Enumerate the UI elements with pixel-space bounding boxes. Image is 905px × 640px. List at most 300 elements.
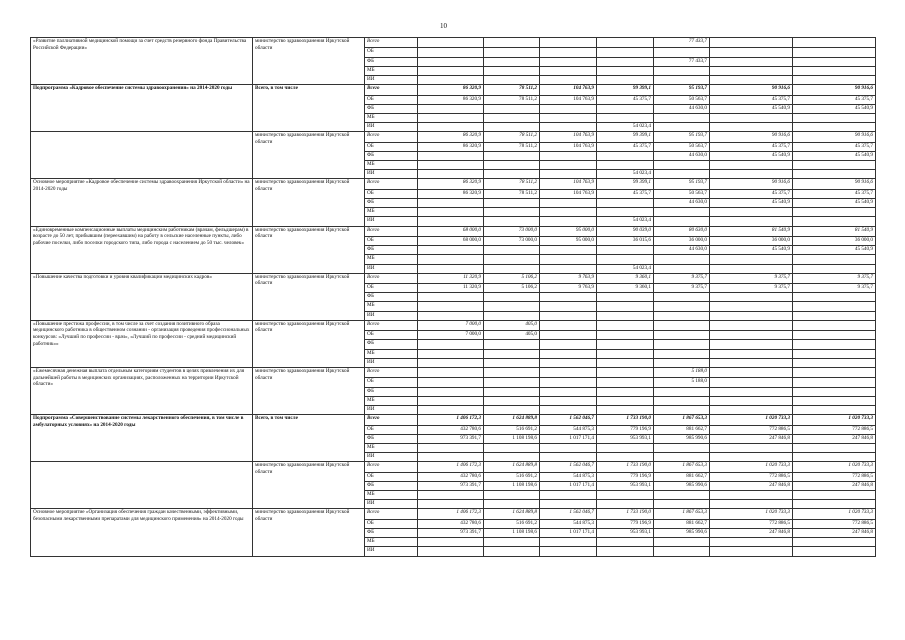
year-value-cell [540,255,597,264]
year-value-cell: 50 563,7 [654,95,710,104]
responsible-cell: министерство здравоохранения Иркутской области [253,320,365,367]
year-value-cell: 1 020 733,3 [793,415,876,425]
funding-type-cell: ФБ [365,387,418,396]
year-value-cell [418,208,484,217]
year-value-cell [710,161,793,170]
year-value-cell [793,48,876,57]
year-value-cell: 7 000,0 [418,331,484,340]
funding-type-cell: ИИ [365,123,418,132]
funding-type-cell: МБ [365,255,418,264]
year-value-cell [654,331,710,340]
year-value-cell [793,453,876,462]
year-value-cell [793,358,876,367]
year-value-cell: 45 375,7 [597,142,654,151]
year-value-cell: 86 320,9 [418,132,484,142]
year-value-cell: 516 691,2 [484,519,540,528]
year-value-cell: 1 020 733,3 [710,415,793,425]
funding-type-cell: ФБ [365,434,418,443]
year-value-cell [710,387,793,396]
year-value-cell [710,331,793,340]
year-value-cell [597,293,654,302]
funding-type-cell: ОБ [365,189,418,198]
table-row [31,320,876,330]
year-value-cell [540,75,597,84]
year-value-cell: 90 916,6 [793,132,876,142]
year-value-cell [418,199,484,208]
year-value-cell [418,264,484,273]
year-value-cell: 1 624 889,8 [484,509,540,519]
year-value-cell [710,217,793,226]
year-value-cell: 1 733 190,0 [597,462,654,472]
year-value-cell [418,38,484,48]
year-value-cell [484,443,540,452]
year-value-cell: 78 511,2 [484,95,540,104]
year-value-cell [484,255,540,264]
responsible-cell: Всего, в том числе [253,85,365,132]
year-value-cell [484,387,540,396]
year-value-cell [418,311,484,320]
funding-type-cell: ИИ [365,453,418,462]
year-value-cell: 1 624 889,8 [484,415,540,425]
table-row [31,226,876,236]
funding-type-cell: МБ [365,443,418,452]
funding-type-cell: Всего [365,179,418,189]
year-value-cell: 45 540,9 [793,104,876,113]
year-value-cell [710,500,793,509]
year-value-cell [540,246,597,255]
year-value-cell [484,75,540,84]
year-value-cell: 9 763,9 [540,284,597,293]
year-value-cell: 90 916,6 [710,132,793,142]
year-value-cell [793,349,876,358]
funding-type-cell: Всего [365,415,418,425]
year-value-cell [540,66,597,75]
year-value-cell: 45 540,9 [793,199,876,208]
year-value-cell [540,123,597,132]
year-value-cell: 544 875,3 [540,519,597,528]
year-value-cell [540,208,597,217]
year-value-cell [710,453,793,462]
year-value-cell: 405,0 [484,331,540,340]
year-value-cell [540,104,597,113]
year-value-cell: 405,0 [484,320,540,330]
funding-type-cell: ОБ [365,425,418,434]
year-value-cell [793,170,876,179]
funding-type-cell: ИИ [365,217,418,226]
year-value-cell [540,217,597,226]
year-value-cell [418,340,484,349]
year-value-cell: 77 433,7 [654,38,710,48]
year-value-cell [597,113,654,122]
year-value-cell [484,405,540,414]
funding-type-cell: Всего [365,462,418,472]
funding-type-cell: МБ [365,349,418,358]
year-value-cell: 544 875,3 [540,425,597,434]
year-value-cell: 11 320,9 [418,273,484,283]
year-value-cell: 1 867 653,3 [654,509,710,519]
year-value-cell [654,293,710,302]
funding-type-cell: ФБ [365,293,418,302]
year-value-cell: 1 017 171,4 [540,481,597,490]
year-value-cell [710,113,793,122]
year-value-cell [418,246,484,255]
year-value-cell [597,453,654,462]
year-value-cell [710,491,793,500]
funding-type-cell: ИИ [365,170,418,179]
year-value-cell [540,170,597,179]
year-value-cell [597,104,654,113]
year-value-cell: 881 662,7 [654,472,710,481]
year-value-cell [597,491,654,500]
year-value-cell [654,170,710,179]
year-value-cell: 9 375,7 [710,284,793,293]
year-value-cell [418,170,484,179]
funding-type-cell: Всего [365,367,418,377]
year-value-cell [540,340,597,349]
year-value-cell [597,255,654,264]
year-value-cell: 99 399,1 [597,85,654,95]
year-value-cell [597,547,654,556]
year-value-cell: 247 846,8 [793,528,876,537]
table-row [31,462,876,472]
year-value-cell [597,340,654,349]
year-value-cell: 544 875,3 [540,472,597,481]
year-value-cell [484,38,540,48]
year-value-cell [710,349,793,358]
year-value-cell [484,161,540,170]
year-value-cell [540,331,597,340]
year-value-cell [418,104,484,113]
year-value-cell: 1 624 889,8 [484,462,540,472]
year-value-cell: 104 763,9 [540,95,597,104]
year-value-cell [710,57,793,66]
year-value-cell [793,66,876,75]
funding-type-cell: МБ [365,161,418,170]
year-value-cell [418,48,484,57]
year-value-cell [793,500,876,509]
year-value-cell [597,48,654,57]
year-value-cell: 1 562 046,7 [540,462,597,472]
year-value-cell: 1 406 172,3 [418,509,484,519]
year-value-cell [484,538,540,547]
program-name-cell [31,132,253,179]
year-value-cell: 104 763,9 [540,85,597,95]
year-value-cell [418,378,484,387]
year-value-cell: 985 990,6 [654,481,710,490]
year-value-cell [654,396,710,405]
year-value-cell: 1 108 198,6 [484,481,540,490]
funding-type-cell: ОБ [365,378,418,387]
responsible-cell: министерство здравоохранения Иркутской области [253,509,365,556]
funding-type-cell: ОБ [365,519,418,528]
year-value-cell: 45 375,7 [793,95,876,104]
year-value-cell [710,396,793,405]
funding-type-cell: Всего [365,132,418,142]
year-value-cell: 432 780,6 [418,425,484,434]
year-value-cell: 247 846,8 [710,434,793,443]
year-value-cell [793,255,876,264]
year-value-cell [484,396,540,405]
table-row [31,38,876,48]
year-value-cell [540,491,597,500]
year-value-cell: 99 399,1 [597,179,654,189]
year-value-cell [484,264,540,273]
program-name-cell: «Повышение качества подготовки и уровня квалификации медицинских кадров» [31,273,253,320]
year-value-cell: 78 511,2 [484,142,540,151]
year-value-cell: 779 196,9 [597,425,654,434]
year-value-cell: 68 000,0 [418,236,484,245]
funding-type-cell: ОБ [365,236,418,245]
year-value-cell [654,161,710,170]
funding-type-cell: ИИ [365,500,418,509]
year-value-cell [597,57,654,66]
year-value-cell: 73 000,0 [484,226,540,236]
year-value-cell [710,443,793,452]
year-value-cell [597,75,654,84]
funding-type-cell: ОБ [365,331,418,340]
year-value-cell [418,123,484,132]
year-value-cell [710,311,793,320]
year-value-cell: 432 780,6 [418,519,484,528]
year-value-cell [654,311,710,320]
year-value-cell [484,113,540,122]
year-value-cell: 54 023,4 [597,170,654,179]
year-value-cell: 772 886,5 [793,519,876,528]
year-value-cell [540,38,597,48]
year-value-cell: 9 375,7 [793,284,876,293]
year-value-cell [484,208,540,217]
year-value-cell [710,66,793,75]
year-value-cell: 104 763,9 [540,132,597,142]
year-value-cell: 78 511,2 [484,189,540,198]
year-value-cell: 36 000,0 [793,236,876,245]
year-value-cell: 9 360,1 [597,273,654,283]
year-value-cell: 45 375,7 [710,142,793,151]
year-value-cell: 953 993,1 [597,481,654,490]
year-value-cell [418,453,484,462]
year-value-cell: 45 540,9 [710,246,793,255]
year-value-cell [654,500,710,509]
year-value-cell [654,349,710,358]
year-value-cell: 77 433,7 [654,57,710,66]
year-value-cell [540,405,597,414]
year-value-cell [793,396,876,405]
year-value-cell [484,500,540,509]
funding-type-cell: ИИ [365,75,418,84]
year-value-cell: 5 106,2 [484,273,540,283]
year-value-cell: 95 193,7 [654,179,710,189]
year-value-cell: 11 320,9 [418,284,484,293]
year-value-cell [597,302,654,311]
year-value-cell: 881 662,7 [654,519,710,528]
year-value-cell [654,48,710,57]
year-value-cell [793,387,876,396]
year-value-cell [597,208,654,217]
year-value-cell [540,113,597,122]
year-value-cell: 95 000,0 [540,236,597,245]
funding-type-cell: ИИ [365,405,418,414]
year-value-cell [597,367,654,377]
year-value-cell [654,217,710,226]
year-value-cell: 247 846,8 [793,481,876,490]
funding-type-cell: ОБ [365,48,418,57]
year-value-cell [484,293,540,302]
year-value-cell: 44 630,0 [654,104,710,113]
year-value-cell [793,57,876,66]
year-value-cell [710,358,793,367]
year-value-cell [597,161,654,170]
year-value-cell [793,367,876,377]
year-value-cell [418,217,484,226]
year-value-cell [654,75,710,84]
funding-type-cell: Всего [365,509,418,519]
year-value-cell: 985 990,6 [654,528,710,537]
year-value-cell [710,75,793,84]
year-value-cell [710,48,793,57]
budget-table-container [30,37,875,557]
year-value-cell: 779 196,9 [597,519,654,528]
year-value-cell: 45 375,7 [793,189,876,198]
year-value-cell [710,123,793,132]
year-value-cell [597,349,654,358]
year-value-cell [654,443,710,452]
funding-type-cell: ИИ [365,358,418,367]
table-row [31,415,876,425]
year-value-cell [793,208,876,217]
year-value-cell [710,264,793,273]
year-value-cell [793,538,876,547]
year-value-cell [597,500,654,509]
year-value-cell [484,358,540,367]
table-row [31,179,876,189]
year-value-cell [710,170,793,179]
year-value-cell [793,547,876,556]
year-value-cell [654,264,710,273]
funding-type-cell: ФБ [365,151,418,160]
funding-type-cell: МБ [365,66,418,75]
year-value-cell [597,538,654,547]
year-value-cell: 953 993,1 [597,528,654,537]
year-value-cell [654,405,710,414]
year-value-cell [540,396,597,405]
year-value-cell [654,208,710,217]
year-value-cell: 45 540,9 [793,151,876,160]
year-value-cell [597,38,654,48]
year-value-cell: 86 320,9 [418,142,484,151]
year-value-cell: 45 540,9 [793,246,876,255]
year-value-cell [418,500,484,509]
funding-type-cell: Всего [365,85,418,95]
year-value-cell: 1 406 172,3 [418,462,484,472]
year-value-cell: 90 916,6 [710,85,793,95]
year-value-cell: 432 780,6 [418,472,484,481]
year-value-cell [418,255,484,264]
year-value-cell [418,396,484,405]
year-value-cell: 9 375,7 [654,284,710,293]
year-value-cell [484,453,540,462]
table-row [31,273,876,283]
year-value-cell [484,547,540,556]
funding-type-cell: ФБ [365,57,418,66]
funding-type-cell: ФБ [365,199,418,208]
year-value-cell: 973 391,7 [418,434,484,443]
year-value-cell [710,38,793,48]
program-name-cell [31,462,253,509]
year-value-cell: 881 662,7 [654,425,710,434]
year-value-cell: 36 000,0 [710,236,793,245]
year-value-cell [793,293,876,302]
year-value-cell [540,500,597,509]
funding-type-cell: МБ [365,113,418,122]
year-value-cell: 985 990,6 [654,434,710,443]
year-value-cell [418,367,484,377]
year-value-cell: 80 630,0 [654,226,710,236]
program-name-cell: Подпрограмма «Кадровое обеспечение системы здравоохранения» на 2014-2020 годы [31,85,253,132]
year-value-cell: 104 763,9 [540,142,597,151]
responsible-cell: Всего, в том числе [253,415,365,462]
year-value-cell: 7 000,0 [418,320,484,330]
funding-type-cell: ИИ [365,264,418,273]
year-value-cell: 78 511,2 [484,132,540,142]
year-value-cell [793,302,876,311]
year-value-cell: 9 375,7 [793,273,876,283]
year-value-cell: 86 320,9 [418,85,484,95]
year-value-cell [793,217,876,226]
year-value-cell [418,349,484,358]
year-value-cell: 772 886,5 [793,472,876,481]
year-value-cell: 973 391,7 [418,528,484,537]
year-value-cell: 44 630,0 [654,151,710,160]
year-value-cell: 44 630,0 [654,199,710,208]
year-value-cell [654,387,710,396]
year-value-cell: 104 763,9 [540,189,597,198]
funding-type-cell: ОБ [365,284,418,293]
year-value-cell [484,340,540,349]
year-value-cell [597,320,654,330]
year-value-cell [793,123,876,132]
year-value-cell [484,246,540,255]
funding-type-cell: Всего [365,273,418,283]
funding-type-cell: ФБ [365,340,418,349]
year-value-cell [654,113,710,122]
year-value-cell [654,123,710,132]
year-value-cell: 772 886,5 [793,425,876,434]
year-value-cell [597,387,654,396]
year-value-cell [793,331,876,340]
year-value-cell: 45 375,7 [597,95,654,104]
program-name-cell: «Повышение престижа профессии, в том числе за счет создания позитивного образа медицинского работника в общественном сознании - организация проведения профессиональных конкурсов: «Лучший по профессии - врач», «Лучший по профессии - средний медицинский работник»» [31,320,253,367]
year-value-cell [418,113,484,122]
year-value-cell: 45 375,7 [710,189,793,198]
responsible-cell: министерство здравоохранения Иркутской области [253,273,365,320]
year-value-cell [654,491,710,500]
program-name-cell: Основное мероприятие «Кадровое обеспечение системы здравоохранения Иркутской области» на 2014-2020 годы [31,179,253,226]
year-value-cell [418,405,484,414]
year-value-cell [540,199,597,208]
table-row [31,367,876,377]
year-value-cell: 516 691,2 [484,425,540,434]
year-value-cell: 90 916,6 [710,179,793,189]
year-value-cell: 50 563,7 [654,142,710,151]
year-value-cell: 95 193,7 [654,85,710,95]
year-value-cell: 779 196,9 [597,472,654,481]
year-value-cell [597,151,654,160]
year-value-cell [418,387,484,396]
funding-type-cell: ФБ [365,528,418,537]
year-value-cell: 81 540,9 [710,226,793,236]
table-row [31,85,876,95]
year-value-cell: 78 511,2 [484,179,540,189]
